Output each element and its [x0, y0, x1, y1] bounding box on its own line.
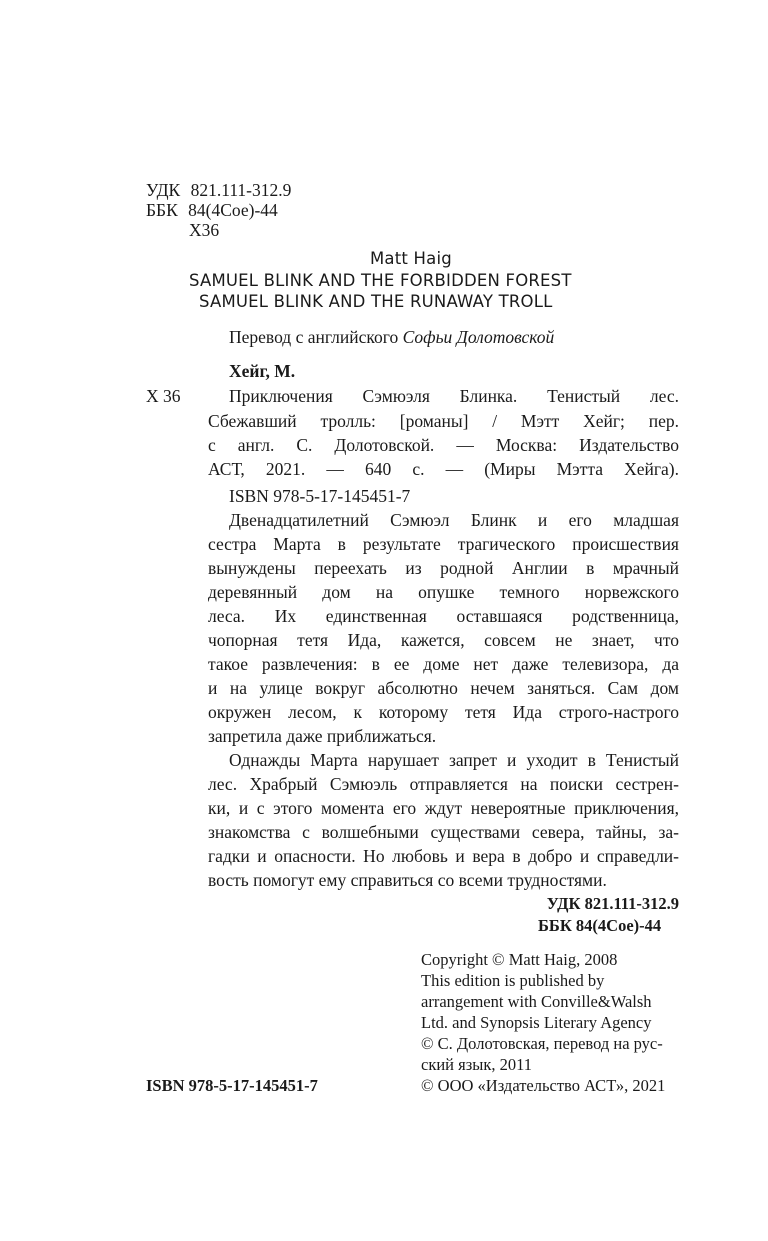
annotation-line: вость помогут ему справиться со всеми трудностями. [208, 870, 607, 890]
entry-mark: Х 36 [146, 386, 181, 406]
original-author: Matt Haig [370, 249, 452, 268]
translation-credit [229, 326, 554, 348]
annotation-line: Однажды Марта нарушает запрет и уходит в Тенистый [229, 750, 679, 770]
udk-row [146, 179, 291, 201]
bbk-label: ББК [146, 200, 178, 220]
footer-isbn: ISBN 978-5-17-145451-7 [146, 1076, 318, 1095]
copyright-line: This edition is published by [421, 971, 605, 990]
annotation-bbk: ББК 84(4Сое)-44 [538, 916, 662, 935]
annotation-line: сестра Марта в результате трагического происшествия [208, 534, 679, 554]
annotation-line: окружен лесом, к которому тетя Ида строго-настрого [208, 702, 679, 722]
copyright-line: Copyright © Matt Haig, 2008 [421, 950, 618, 969]
annotation-line: такое развлечения: в ее доме нет даже телевизора, да [208, 654, 679, 674]
annotation-line: лес. Храбрый Сэмюэль отправляется на поиски сестрен- [208, 774, 679, 794]
entry-line: АСТ, 2021. — 640 с. — (Миры Мэтта Хейга). [208, 459, 679, 479]
copyright-line: © С. Долотовская, перевод на рус- [421, 1034, 663, 1053]
annotation-line: ки, и с этого момента его ждут невероятные приключения, [208, 798, 679, 818]
annotation-line: леса. Их единственная оставшаяся родственница, [208, 606, 679, 626]
bbk-value: 84(4Сое)-44 [188, 200, 278, 220]
author-mark: Х36 [189, 220, 220, 240]
annotation-line: Двенадцатилетний Сэмюэл Блинк и его младшая [229, 510, 679, 530]
udk-label: УДК [146, 180, 181, 200]
annotation-line: знакомства с волшебными существами севера, тайны, за- [208, 822, 679, 842]
original-title-2: SAMUEL BLINK AND THE RUNAWAY TROLL [199, 292, 553, 311]
copyright-line: © ООО «Издательство АСТ», 2021 [421, 1076, 666, 1095]
annotation-line: чопорная тетя Ида, кажется, совсем не знает, что [208, 630, 679, 650]
copyright-line: arrangement with Conville&Walsh [421, 992, 652, 1011]
copyright-line: ский язык, 2011 [421, 1055, 532, 1074]
annotation-line: гадки и опасности. Но любовь и вера в добро и справедли- [208, 846, 679, 866]
udk-value: 821.111-312.9 [190, 180, 292, 200]
entry-line: Приключения Сэмюэля Блинка. Тенистый лес. [229, 386, 679, 406]
entry-author-heading: Хейг, М. [229, 361, 296, 381]
translator-name: Софьи Долотовской [402, 327, 555, 347]
translation-prefix: Перевод с английского [229, 327, 403, 347]
entry-isbn: ISBN 978-5-17-145451-7 [229, 486, 411, 506]
annotation-line: запретила даже приближаться. [208, 726, 437, 746]
original-title-1: SAMUEL BLINK AND THE FORBIDDEN FOREST [189, 271, 572, 290]
entry-line: с англ. С. Долотовской. — Москва: Издательство [208, 435, 679, 455]
bbk-row [146, 199, 278, 221]
annotation-line: деревянный дом на опушке темного норвежского [208, 582, 679, 602]
copyright-line: Ltd. and Synopsis Literary Agency [421, 1013, 652, 1032]
annotation-udk: УДК 821.111-312.9 [546, 894, 679, 913]
annotation-line: вынуждены переехать из родной Англии в мрачный [208, 558, 679, 578]
entry-line: Сбежавший тролль: [романы] / Мэтт Хейг; пер. [208, 411, 679, 431]
annotation-line: и на улице вокруг абсолютно нечем заняться. Сам дом [208, 678, 679, 698]
